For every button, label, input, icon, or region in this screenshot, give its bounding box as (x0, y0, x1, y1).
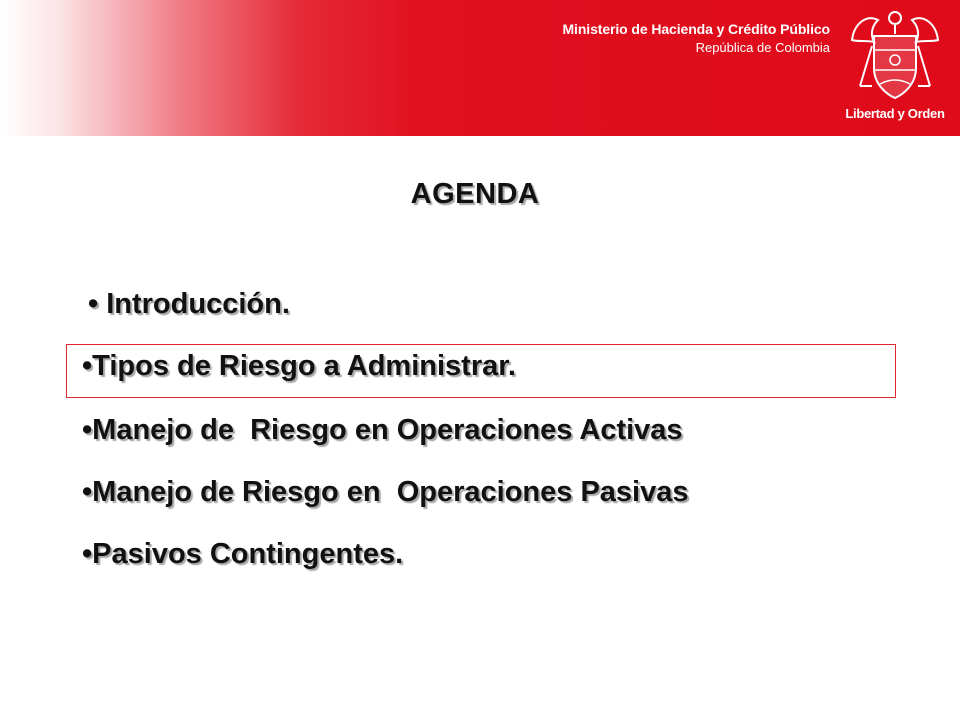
slide-title: AGENDA (410, 178, 540, 210)
ministry-block (563, 20, 831, 58)
crest-flags-left (860, 46, 872, 86)
agenda-item-label: Manejo de Riesgo en Operaciones Activas (92, 414, 683, 446)
agenda-item-label: Introducción. (106, 288, 290, 320)
crest-shield (874, 36, 916, 98)
bullet: • (82, 476, 93, 508)
agenda-item-operaciones-activas (82, 414, 683, 447)
crest-flags-right (918, 46, 930, 86)
bullet: • (82, 538, 93, 570)
agenda-item-label: Manejo de Riesgo en Operaciones Pasivas (92, 476, 689, 508)
bullet: • (82, 414, 93, 446)
bullet: • (82, 350, 93, 382)
agenda-item-operaciones-pasivas (82, 476, 689, 509)
agenda-item-tipos-riesgo (82, 350, 516, 383)
bullet: • (88, 288, 99, 320)
agenda-item-label: Tipos de Riesgo a Administrar. (92, 350, 516, 382)
agenda-item-introduccion (88, 288, 290, 321)
ministry-name: Ministerio de Hacienda y Crédito Público (562, 21, 830, 37)
country-name: República de Colombia (695, 40, 830, 55)
motto-text: Libertad y Orden (845, 106, 945, 121)
agenda-item-pasivos-contingentes (82, 538, 403, 571)
agenda-item-label: Pasivos Contingentes. (92, 538, 404, 570)
crest-condor-head (889, 12, 901, 24)
